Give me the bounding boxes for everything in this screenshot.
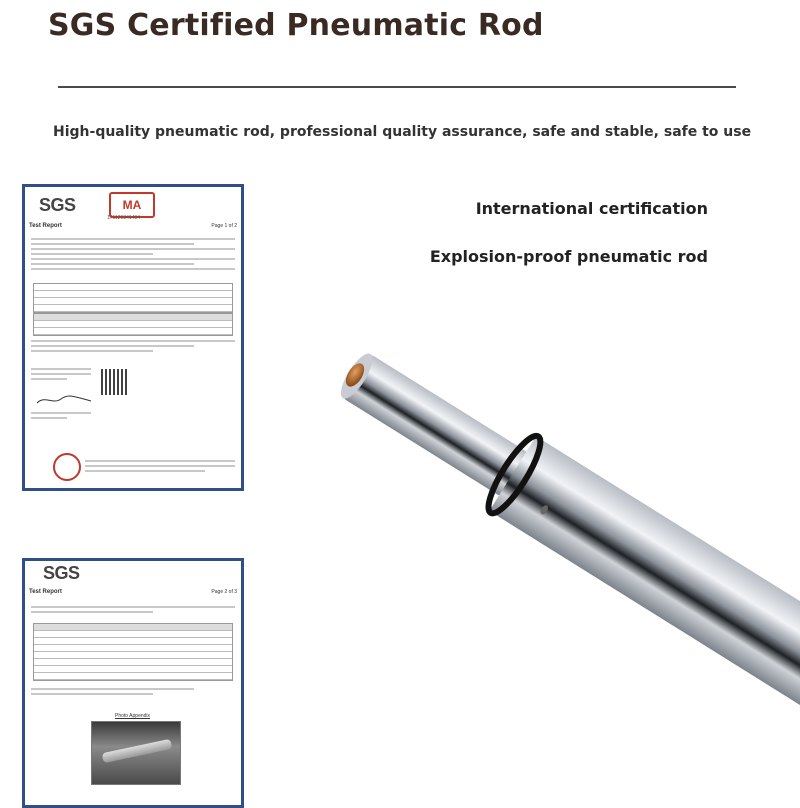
page-number: Page 1 of 2 xyxy=(211,223,237,229)
remarks-block xyxy=(31,685,235,698)
remarks-block xyxy=(31,337,235,355)
page-number: Page 2 of 3 xyxy=(211,589,237,595)
sample-table xyxy=(33,283,233,313)
signature-image xyxy=(35,393,95,407)
result-summary-table xyxy=(33,313,233,336)
report-label: Test Report xyxy=(29,223,62,229)
cma-mark: MA xyxy=(109,192,155,218)
report-text-block xyxy=(31,235,235,273)
feature-international-certification: International certification xyxy=(475,199,708,218)
approver-block xyxy=(31,409,91,422)
qr-code xyxy=(101,369,127,395)
certificate-page-2 xyxy=(22,558,244,808)
page-title: SGS Certified Pneumatic Rod xyxy=(48,8,544,43)
test-result-table xyxy=(33,623,233,681)
sample-photo xyxy=(91,721,181,785)
photo-appendix-label: Photo Appendix xyxy=(115,713,151,719)
signature-block xyxy=(31,365,91,383)
page-subtitle: High-quality pneumatic rod, professional quality assurance, safe and stable, safe to use xyxy=(53,124,752,140)
divider-line xyxy=(58,86,736,88)
sgs-logo: SGS xyxy=(43,563,80,583)
report-header xyxy=(29,589,237,595)
feature-explosion-proof: Explosion-proof pneumatic rod xyxy=(429,247,708,266)
footer-text xyxy=(85,457,235,475)
report-text-block xyxy=(31,603,235,616)
report-header xyxy=(29,223,237,229)
cma-number: 171120341434 xyxy=(107,215,140,221)
sgs-logo: SGS xyxy=(39,195,76,215)
official-seal xyxy=(53,453,81,481)
report-label: Test Report xyxy=(29,589,62,595)
certificate-page-1 xyxy=(22,184,244,491)
